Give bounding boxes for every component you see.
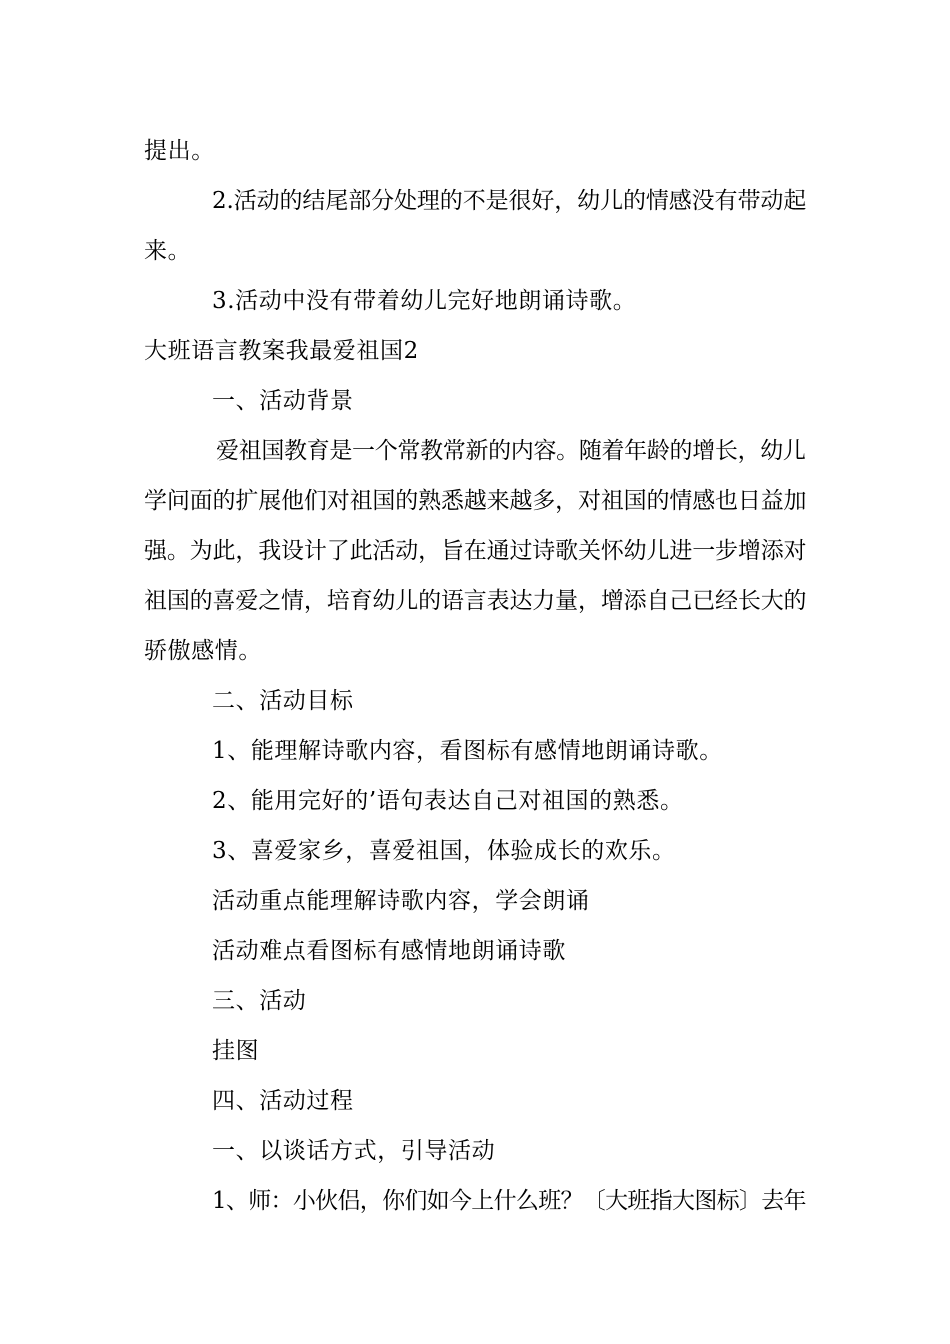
activity-difficulty: 活动难点看图标有感情地朗诵诗歌 <box>212 938 566 964</box>
background-paragraph-line: 强。为此，我设计了此活动，旨在通过诗歌关怀幼儿进一步增添对 <box>144 538 807 564</box>
preparation-item: 挂图 <box>212 1038 260 1064</box>
heading-activity-background: 一、活动背景 <box>212 388 354 414</box>
goal-item-1: 1、能理解诗歌内容，看图标有感情地朗诵诗歌。 <box>212 738 723 764</box>
heading-activity-preparation: 三、活动 <box>212 988 307 1014</box>
activity-key-point: 活动重点能理解诗歌内容，学会朗诵 <box>212 888 590 914</box>
heading-activity-goals: 二、活动目标 <box>212 688 354 714</box>
body-text-line: 提出。 <box>144 138 215 164</box>
heading-activity-process: 四、活动过程 <box>212 1088 354 1114</box>
background-paragraph-line: 爱祖国教育是一个常教常新的内容。随着年龄的增长，幼儿 <box>216 438 806 464</box>
process-step-heading: 一、以谈话方式，引导活动 <box>212 1138 496 1164</box>
section-title: 大班语言教案我最爱祖国2 <box>144 338 419 364</box>
background-paragraph-line: 学问面的扩展他们对祖国的熟悉越来越多，对祖国的情感也日益加 <box>144 488 807 514</box>
background-paragraph-line: 骄傲感情。 <box>144 638 262 664</box>
review-point-2: 2.活动的结尾部分处理的不是很好，幼儿的情感没有带动起 <box>212 188 807 214</box>
goal-item-3: 3、喜爱家乡，喜爱祖国，体验成长的欢乐。 <box>212 838 676 864</box>
process-step-1: 1、师：小伙侣，你们如今上什么班？〔大班指大图标〕去年 <box>212 1188 806 1214</box>
review-point-2-continuation: 来。 <box>144 238 192 264</box>
goal-item-2: 2、能用完好的’语句表达自己对祖国的熟悉。 <box>212 788 684 814</box>
background-paragraph-line: 祖国的喜爱之情，培育幼儿的语言表达力量，增添自己已经长大的 <box>144 588 807 614</box>
review-point-3: 3.活动中没有带着幼儿完好地朗诵诗歌。 <box>212 288 637 314</box>
